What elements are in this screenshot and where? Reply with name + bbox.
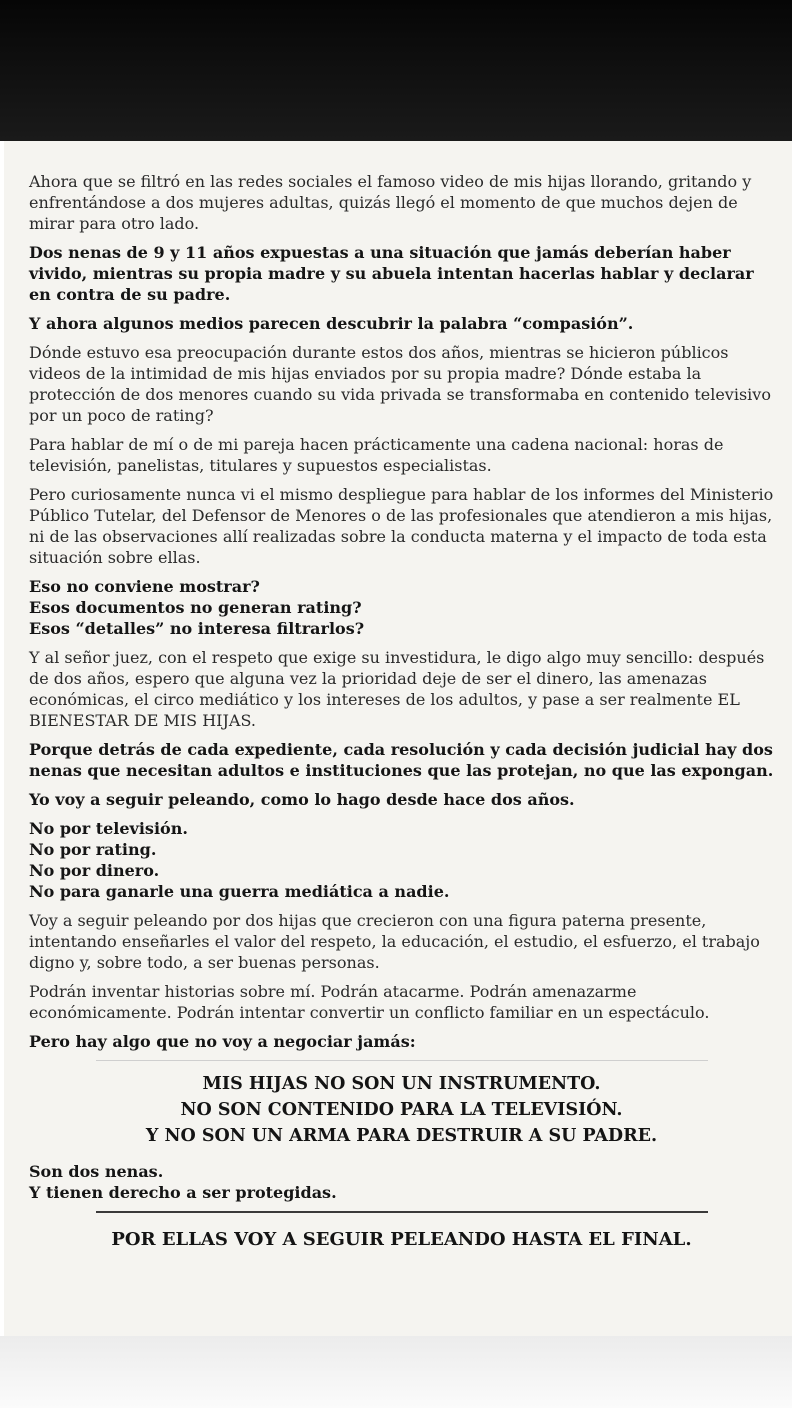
- question-item: Esos “detalles” no interesa filtrarlos?: [29, 619, 365, 638]
- paragraph-bold-negociar: Pero hay algo que no voy a negociar jamás:: [29, 1032, 416, 1051]
- statement-line: Y NO SON UN ARMA PARA DESTRUIR A SU PADRE.: [145, 1126, 658, 1146]
- paragraph-bold-peleando: Yo voy a seguir peleando, como lo hago desde hace dos años.: [29, 790, 575, 809]
- question-list: [29, 576, 774, 639]
- question-item: Eso no conviene mostrar?: [29, 577, 260, 596]
- bottom-area: [0, 1336, 792, 1408]
- paragraph-figura-paterna: Voy a seguir peleando por dos hijas que crecieron con una figura paterna presente, intentando enseñarles el valor del respeto, la educación, el estudio, el esfuerzo, el trabajo digno y, sobre todo, a ser buenas personas.: [29, 911, 760, 972]
- statement-line: NO SON CONTENIDO PARA LA TELEVISIÓN.: [180, 1100, 623, 1120]
- statement-line: MIS HIJAS NO SON UN INSTRUMENTO.: [202, 1074, 601, 1094]
- statement-block: [29, 1071, 774, 1149]
- paragraph-preocupacion: Dónde estuvo esa preocupación durante estos dos años, mientras se hicieron públicos videos de la intimidad de mis hijas enviados por su propia madre? Dónde estaba la protección de dos menores cuando su vida privada se transformaba en contenido televisivo por un poco de rating?: [29, 343, 771, 425]
- closing-line: Y tienen derecho a ser protegidas.: [29, 1183, 337, 1202]
- paragraph-bold-expediente: Porque detrás de cada expediente, cada resolución y cada decisión judicial hay dos nenas que necesitan adultos e instituciones que las protejan, no que las expongan.: [29, 740, 774, 780]
- no-por-item: No por rating.: [29, 840, 157, 859]
- question-item: Esos documentos no generan rating?: [29, 598, 362, 617]
- paragraph-juez: Y al señor juez, con el respeto que exige su investidura, le digo algo muy sencillo: después de dos años, espero que alguna vez la prioridad deje de ser el dinero, las amenazas económicas, el circo mediático y los intereses de los adultos, y pase a ser realmente EL BIENESTAR DE MIS HIJAS.: [29, 648, 765, 730]
- document-page: [4, 141, 792, 1336]
- no-por-item: No por dinero.: [29, 861, 160, 880]
- closing-line: Son dos nenas.: [29, 1162, 164, 1181]
- no-por-list: [29, 818, 774, 902]
- paragraph-cadena-nacional: Para hablar de mí o de mi pareja hacen prácticamente una cadena nacional: horas de televisión, panelistas, titulares y supuestos especialistas.: [29, 435, 724, 475]
- paragraph-bold-nenas: Dos nenas de 9 y 11 años expuestas a una situación que jamás deberían haber vivido, mientras su propia madre y su abuela intentan hacerlas hablar y declarar en contra de su padre.: [29, 243, 754, 304]
- paragraph-intro: Ahora que se filtró en las redes sociales el famoso video de mis hijas llorando, gritando y enfrentándose a dos mujeres adultas, quizás llegó el momento de que muchos dejen de mirar para otro lado.: [29, 172, 752, 233]
- paragraph-informes: Pero curiosamente nunca vi el mismo despliegue para hablar de los informes del Ministerio Público Tutelar, del Defensor de Menores o de las profesionales que atendieron a mis hijas, ni de las observaciones allí realizadas sobre la conducta materna y el impacto de toda esta situación sobre ellas.: [29, 485, 774, 567]
- no-por-item: No para ganarle una guerra mediática a nadie.: [29, 882, 450, 901]
- divider-dark: [96, 1211, 708, 1213]
- closing-lines: [29, 1161, 774, 1203]
- final-statement: POR ELLAS VOY A SEGUIR PELEANDO HASTA EL FINAL.: [111, 1229, 692, 1250]
- paragraph-podran: Podrán inventar historias sobre mí. Podrán atacarme. Podrán amenazarme económicamente. Podrán intentar convertir un conflicto familiar en un espectáculo.: [29, 982, 710, 1022]
- paragraph-bold-compasion: Y ahora algunos medios parecen descubrir la palabra “compasión”.: [29, 314, 634, 333]
- divider-thin: [96, 1060, 708, 1061]
- no-por-item: No por televisión.: [29, 819, 188, 838]
- top-dark-bar: [0, 0, 792, 141]
